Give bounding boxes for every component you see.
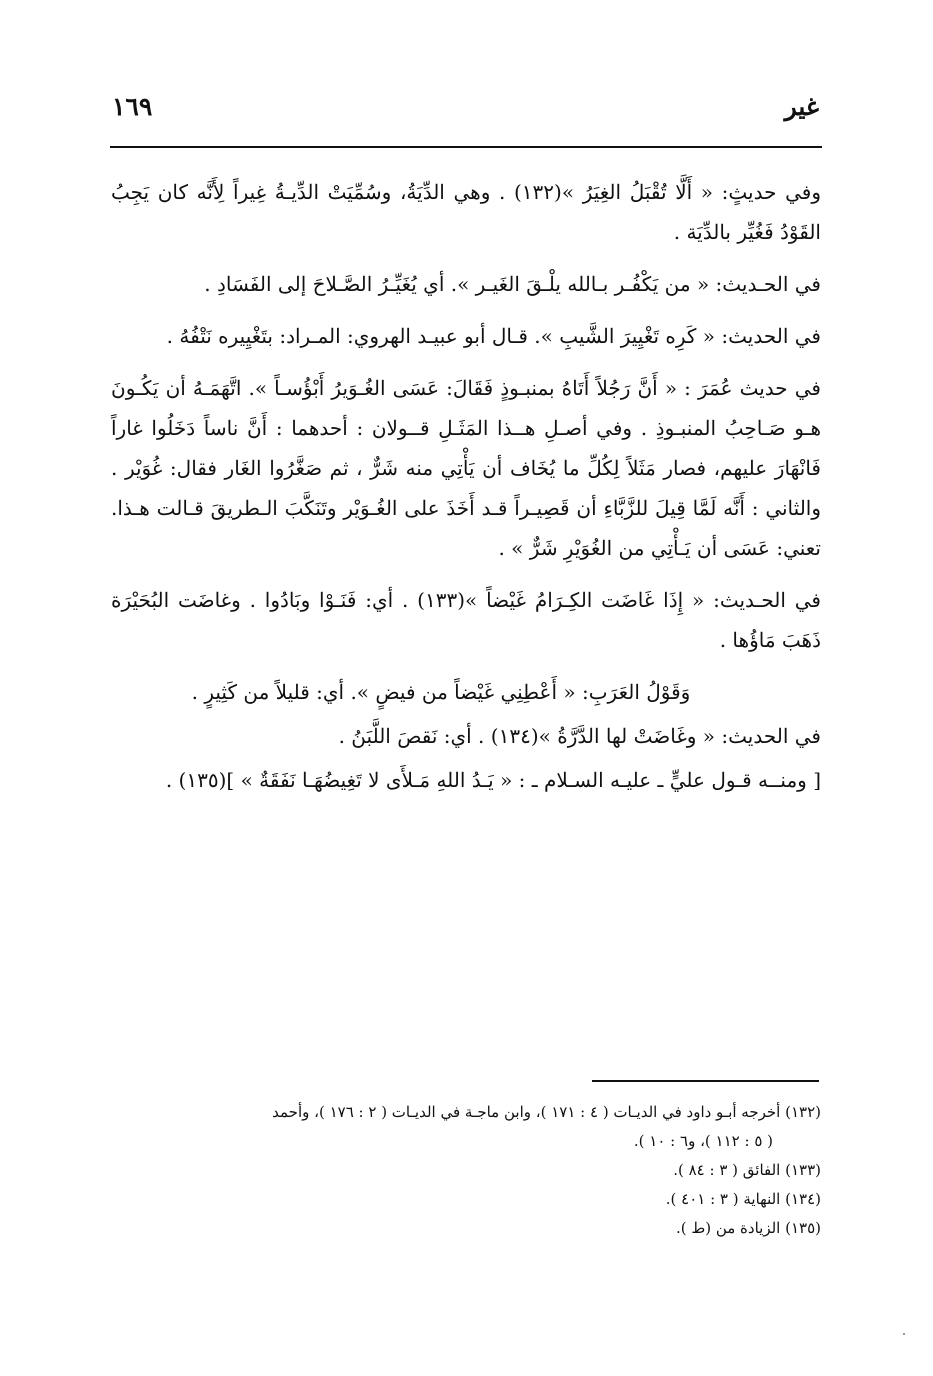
paragraph-4: في حديث عُمَرَ : « أَنَّ رَجُلاً أَتَاهُ بمنبـوذٍ فَقَالَ: عَسَى الغُـوَيرُ أَبْؤُسـاً ». اتَّهَمَـهُ أن يَكُـونَ هـو صَـاحِبُ المنبـوذِ . وفي أصـلِ هــذا المَثَـلِ قــولان : أحدهما : أَنَّ ناساً دَخَلُوا غاراً فَانْهَارَ عليهم، فصار مَثَلاً لِكُلِّ ما يُخَاف أن يَأْتِي منه شَرٌّ ، ثم صَغَّرُوا الغَار فقال: غُوَيْر . والثاني : أَنَّه لَمَّا قِيلَ للزَّبَّاءِ أن قَصِيـراً قـد أَخَذَ على الغُـوَيْر وتَنَكَّبَ الـطريقَ قـالت هـذا. تعني: عَسَى أن يَـأْتِي من الغُوَيْرِ شَرٌّ » .	[111, 376, 821, 560]
paragraph-2: في الحـديث: « من يَكْفُـر بـالله يلْـقَ الغَيـر ». أي يُغَيِّـرُ الصَّـلاحَ إلى الفَسَادِ .	[204, 272, 821, 296]
footnote-134: (١٣٤) النهاية ( ٣ : ٤٠١ ).	[665, 1190, 821, 1208]
footnote-132-line1: (١٣٢) أخرجه أبـو داود في الديـات ( ٤ : ١٧١ )، وابن ماجـة في الديـات ( ٢ : ١٧٦ )، وأحمد	[272, 1103, 821, 1121]
paragraph-3: في الحديث: « كَرِه تَغْيِيرَ الشَّيبِ ». قـال أبو عبيـد الهروي: المـراد: بتَغْيِيره نَتْفُهُ .	[166, 324, 821, 348]
page-number: ١٦٩	[112, 92, 153, 121]
paragraph-5: في الحـديث: « إِذَا غَاضَت الكِـرَامُ غَيْضاً »(١٣٣) . أي: فَنَـوْا وبَادُوا . وغاضَت البُحَيْرَة ذَهَبَ مَاؤُها .	[111, 588, 821, 652]
header-entry-word: غير	[784, 92, 819, 121]
footnote-132	[111, 1098, 821, 1156]
footnote-132-line2: ( ٥ : ١١٢ )، و٦ : ١٠ ).	[633, 1132, 773, 1150]
footnote-135: (١٣٥) الزيادة من (ط ).	[675, 1219, 821, 1237]
paragraph-6: وَقَوْلُ العَرَبِ: « أَعْطِنِي غَيْضاً من فيضٍ ». أي: قليلاً من كَثِيرٍ .	[191, 680, 691, 704]
page-header	[112, 92, 819, 132]
paragraph-8: [ ومنــه قـول عليٍّ ـ عليـه السـلام ـ : « يَـدُ اللهِ مَـلأَى لا تَغِيضُهَـا نَفَقَةٌ » ](١٣٥) .	[165, 768, 821, 792]
footnote-133: (١٣٣) الفائق ( ٣ : ٨٤ ).	[673, 1161, 821, 1179]
paragraph-1: وفي حديثٍ: « أَلَّا تُقْبَلُ الغِيَرُ »(١٣٢) . وهي الدِّيَةُ، وسُمِّيَتْ الدِّيـةُ غِيراً لِأَنَّه كان يَجِبُ القَوْدُ فَغُيِّر بالدِّيَة .	[111, 180, 822, 244]
main-text	[111, 172, 821, 812]
footnote-rule	[592, 1080, 819, 1082]
header-rule	[110, 146, 822, 148]
footnotes	[111, 1098, 821, 1243]
paragraph-7: في الحديث: « وغَاضَتْ لها الدَّرَّةُ »(١٣٤) . أي: نَقصَ اللَّبَنُ .	[338, 724, 821, 748]
scan-speck	[903, 1333, 905, 1335]
